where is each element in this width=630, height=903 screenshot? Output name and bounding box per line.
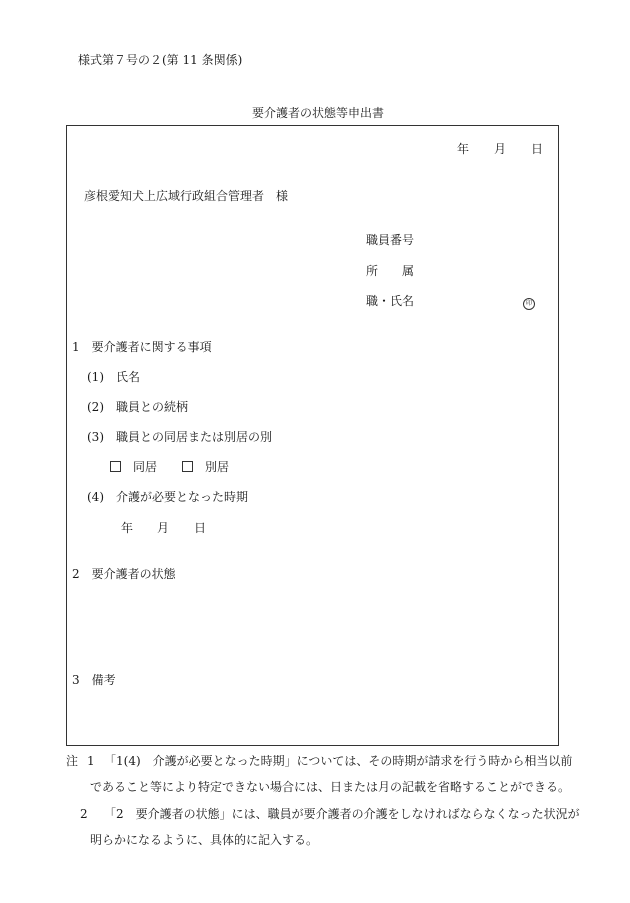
section3-heading: 3 備考 xyxy=(72,673,116,687)
option-separate[interactable] xyxy=(182,461,229,473)
section1-item-care-start: (4) 介護が必要となった時期 xyxy=(87,490,248,504)
note1-line2: であること等により特定できない場合には、日または月の記載を省略することができる。 xyxy=(90,780,571,794)
note1-number: 1 xyxy=(87,754,95,768)
option-together[interactable] xyxy=(110,461,157,473)
form-number: 様式第７号の２(第 11 条関係) xyxy=(78,53,243,67)
note1-line1: 「1(4) 介護が必要となった時期」については、その時期が請求を行う時から相当以前 xyxy=(104,754,573,768)
note2-line1: 「2 要介護者の状態」には、職員が要介護者の介護をしなければならなくなった状況が xyxy=(104,807,580,821)
department-label-1: 所 xyxy=(366,264,379,278)
care-start-day-label: 日 xyxy=(194,521,207,535)
date-year-label: 年 xyxy=(457,142,470,156)
title-name-label: 職・氏名 xyxy=(366,294,415,308)
addressee: 彦根愛知犬上広域行政組合管理者 様 xyxy=(84,189,289,203)
section1-item-name: (1) 氏名 xyxy=(87,370,140,384)
date-day-label: 日 xyxy=(531,142,544,156)
notes-label: 注 xyxy=(66,754,79,768)
together-label: 同居 xyxy=(133,460,158,474)
seal-mark xyxy=(523,295,535,310)
employee-number-label: 職員番号 xyxy=(366,233,415,247)
care-start-year-label: 年 xyxy=(121,521,134,535)
date-month-label: 月 xyxy=(494,142,507,156)
document-title: 要介護者の状態等申出書 xyxy=(252,106,385,120)
note2-number: 2 xyxy=(80,807,88,821)
care-start-month-label: 月 xyxy=(157,521,170,535)
section2-heading: 2 要介護者の状態 xyxy=(72,567,176,581)
together-checkbox[interactable] xyxy=(110,461,121,472)
separate-checkbox[interactable] xyxy=(182,461,193,472)
department-label-2: 属 xyxy=(402,264,415,278)
section1-item-residence: (3) 職員との同居または別居の別 xyxy=(87,430,272,444)
separate-label: 別居 xyxy=(205,460,230,474)
seal-icon: 印 xyxy=(523,298,535,310)
section1-item-relationship: (2) 職員との続柄 xyxy=(87,400,188,414)
section1-heading: 1 要介護者に関する事項 xyxy=(72,340,212,354)
note2-line2: 明らかになるように、具体的に記入する。 xyxy=(90,833,319,847)
